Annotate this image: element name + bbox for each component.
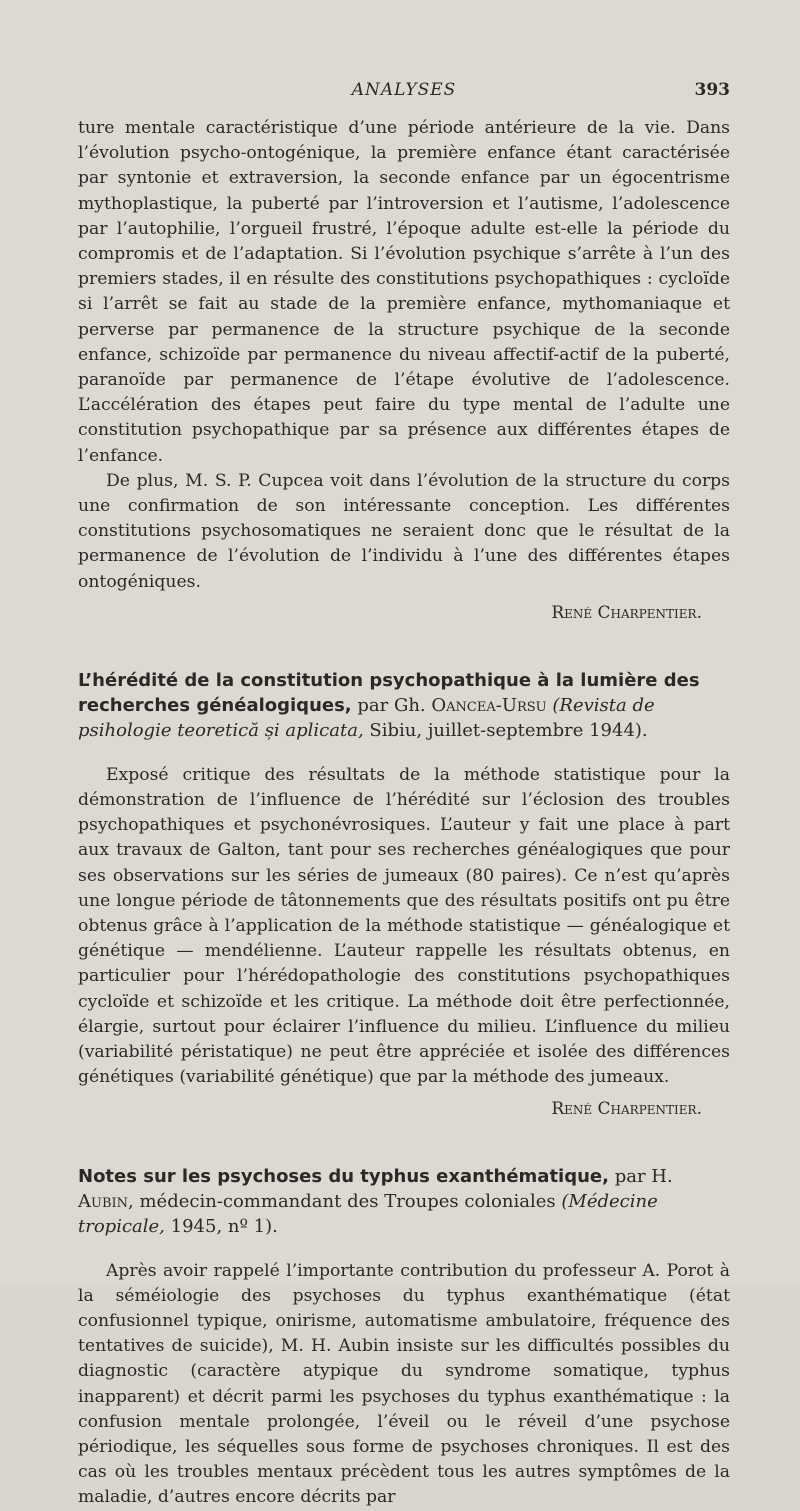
review-3	[78, 1164, 730, 1511]
review-2-source: (Revista de psihologie teoretică și aplicata,	[78, 694, 655, 741]
review-3-title: Notes sur les psychoses du typhus exanthématique,	[78, 1165, 609, 1187]
review-2-author-prefix: par Gh.	[357, 694, 426, 716]
heading-spacer	[78, 1239, 730, 1259]
review-2-signature: René Charpentier.	[551, 1098, 702, 1119]
review-2-paragraph-1: Exposé critique des résultats de la méthode statistique pour la démonstration de l’influence de l’hérédité sur l’éclosion des troubles psychopathiques et psychonévrosiques. L’auteur y fait une place à part aux travaux de Galton, tant pour ses recherches généalogiques que pour ses observations sur les séries de jumeaux (80 paires). Ce n’est qu’après une longue période de tâtonnements que des résultats positifs ont pu être obtenus grâce à l’application de la méthode statistique — généalogique et génétique — mendélienne. L’auteur rappelle les résultats obtenus, en particulier pour l’hérédopathologie des constitutions psychopathiques cycloïde et schizoïde et les critique. La méthode doit être perfectionnée, élargie, surtout pour éclairer l’influence du milieu. L’influence du milieu (variabilité péristatique) ne peut être appréciée et isolée des différences génétiques (variabilité génétique) que par la méthode des jumeaux.	[78, 764, 730, 1088]
review-2-heading	[78, 668, 730, 743]
page-header	[78, 0, 730, 100]
review-3-author: Aubin	[78, 1190, 129, 1212]
review-1	[78, 116, 730, 626]
page-content	[78, 74, 730, 1511]
review-1-paragraph-2: De plus, M. S. P. Cupcea voit dans l’évolution de la structure du corps une confirmation de son intéressante conception. Les différentes constitutions psychosomatiques ne seraient donc que le résultat de la permanence de l’évolution de l’individu à l’une des différentes étapes ontogéniques.	[78, 470, 730, 592]
heading-spacer	[78, 743, 730, 763]
review-1-signature: René Charpentier.	[551, 602, 702, 623]
review-2-author: Oancea-Ursu	[431, 694, 547, 716]
running-head: ANALYSES	[351, 80, 457, 100]
review-3-author-suffix: , médecin-commandant des Troupes coloniales	[128, 1190, 556, 1212]
review-1-paragraph-1: ture mentale caractéristique d’une période antérieure de la vie. Dans l’évolution psycho-ontogénique, la première enfance étant caractérisée par syntonie et extraversion, la seconde enfance par un égocentrisme mythoplastique, la puberté par l’introversion et l’autisme, l’adolescence par l’autophilie, l’orgueil frustré, l’époque adulte est-elle la période du compromis et de l’adaptation. Si l’évolution psychique s’arrête à l’un des premiers stades, il en résulte des constitutions psychopathiques : cycloïde si l’arrêt se fait au stade de la première enfance, mythomaniaque et perverse par permanence de la structure psychique de la seconde enfance, schizoïde par permanence du niveau affectif-actif de la puberté, paranoïde par permanence de l’étape évolutive de l’adolescence. L’accélération des étapes peut faire du type mental de l’adulte une constitution psychopathique par sa présence aux différentes étapes de l’enfance.	[78, 118, 730, 466]
review-2	[78, 668, 730, 1122]
page-number: 393	[694, 80, 730, 100]
review-3-paragraph-1: Après avoir rappelé l’importante contribution du professeur A. Porot à la séméiologie des psychoses du typhus exanthématique (état confusionnel typique, onirisme, automatisme ambulatoire, fréquence des tentatives de suicide), M. H. Aubin insiste sur les difficultés possibles du diagnostic (caractère atypique du syndrome somatique, typhus inapparent) et décrit parmi les psychoses du typhus exanthématique : la confusion mentale prolongée, l’éveil ou le réveil d’une psychose périodique, les séquelles sous forme de psychoses chroniques. Il est des cas où les troubles mentaux précèdent tous les autres symptômes de la maladie, d’autres encore décrits par	[78, 1260, 730, 1508]
review-3-author-prefix: par H.	[614, 1165, 673, 1187]
section-spacer	[78, 626, 730, 646]
review-3-issue: 1945, nº 1).	[170, 1215, 278, 1237]
review-2-place-date: Sibiu, juillet-septembre 1944).	[369, 719, 648, 741]
review-3-source: (Médecine tropicale,	[78, 1190, 658, 1237]
review-2-title: L’hérédité de la constitution psychopathique à la lumière des recherches généalogiques,	[78, 669, 700, 716]
review-3-heading	[78, 1164, 730, 1239]
section-spacer	[78, 1122, 730, 1142]
